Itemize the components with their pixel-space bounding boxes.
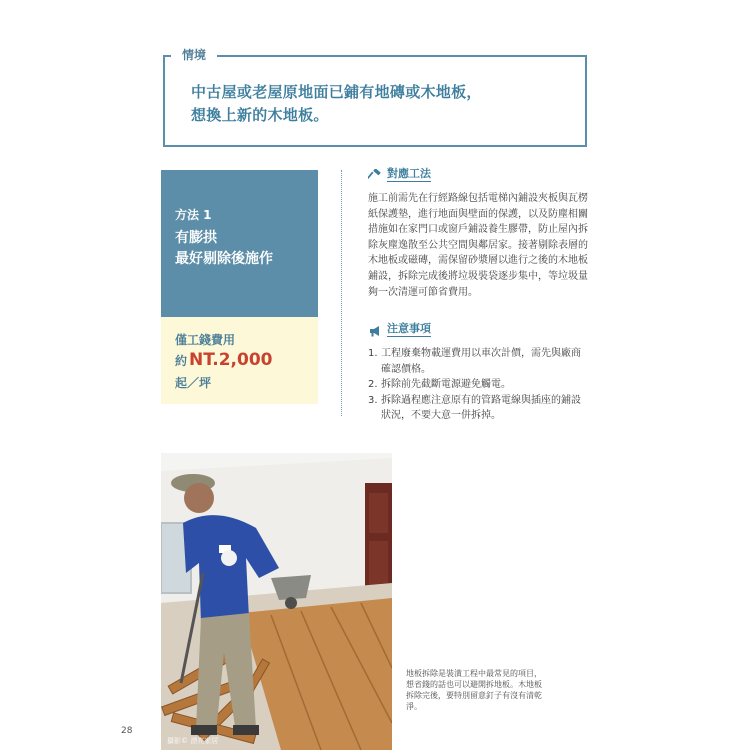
cost-prefix: 約 [175,354,188,368]
page-number: 28 [121,726,133,736]
note-text: 拆除過程應注意原有的管路電線與插座的鋪設狀況，不要大意一併拆掉。 [381,394,581,422]
notes-heading [368,322,431,337]
method-card [161,170,318,317]
cost-amount: NT.2,000 [189,350,273,370]
construction-heading-text: 對應工法 [387,167,431,180]
photo-illustration [161,453,392,750]
dotted-divider [341,170,342,416]
note-item [368,346,590,377]
method-label: 方法 1 [175,208,212,222]
scenario-box [163,48,587,147]
scenario-headline: 中古屋或老屋原地面已鋪有地磚或木地板， 想換上新的木地板。 [191,83,482,124]
notes-list [368,346,590,424]
note-text: 工程廢棄物載運費用以車次計價，需先與廠商確認價格。 [381,348,581,375]
method-title: 有膨拱 最好剔除後施作 [175,230,273,267]
hammer-icon [368,168,382,182]
construction-heading [368,167,431,182]
photo-credit: 攝影© 漂亮家居 [167,737,219,745]
cost-price-row [175,350,273,370]
cost-card [161,317,318,404]
scenario-border-right [217,55,587,57]
note-number: 2. [368,379,378,391]
construction-body: 施工前需先在行經路線包括電梯內鋪設夾板與瓦楞紙保護墊，進行地面與壁面的保護，以及防塵相關措施如在家門口或窗戶鋪設養生膠帶，防止屋內拆除灰塵逸散至公共空間與鄰居家。接著剔除表層的木地板或磁磚，需保留砂漿層以進行之後的木地板鋪設，拆除完成後將垃圾裝袋逐步集中，等垃圾量夠一次清運可節省費用。 [368,193,588,298]
note-item [368,393,590,424]
scenario-tag: 情境 [179,46,209,63]
cost-unit: 起／坪 [175,376,212,390]
note-number: 1. [368,348,378,359]
photo-caption: 地板拆除是裝潢工程中最常見的項目，想省錢的話也可以避開拆地板。木地板拆除完後，要特別留意釘子有沒有清乾淨。 [406,669,542,711]
note-item [368,377,590,393]
notes-heading-text: 注意事項 [387,322,431,335]
scenario-border-left [163,55,171,57]
note-number: 3. [368,394,378,406]
demolition-photo [161,453,392,750]
note-text: 拆除前先截斷電源避免觸電。 [381,379,511,391]
megaphone-icon [368,323,382,337]
cost-label: 僅工錢費用 [175,333,236,347]
